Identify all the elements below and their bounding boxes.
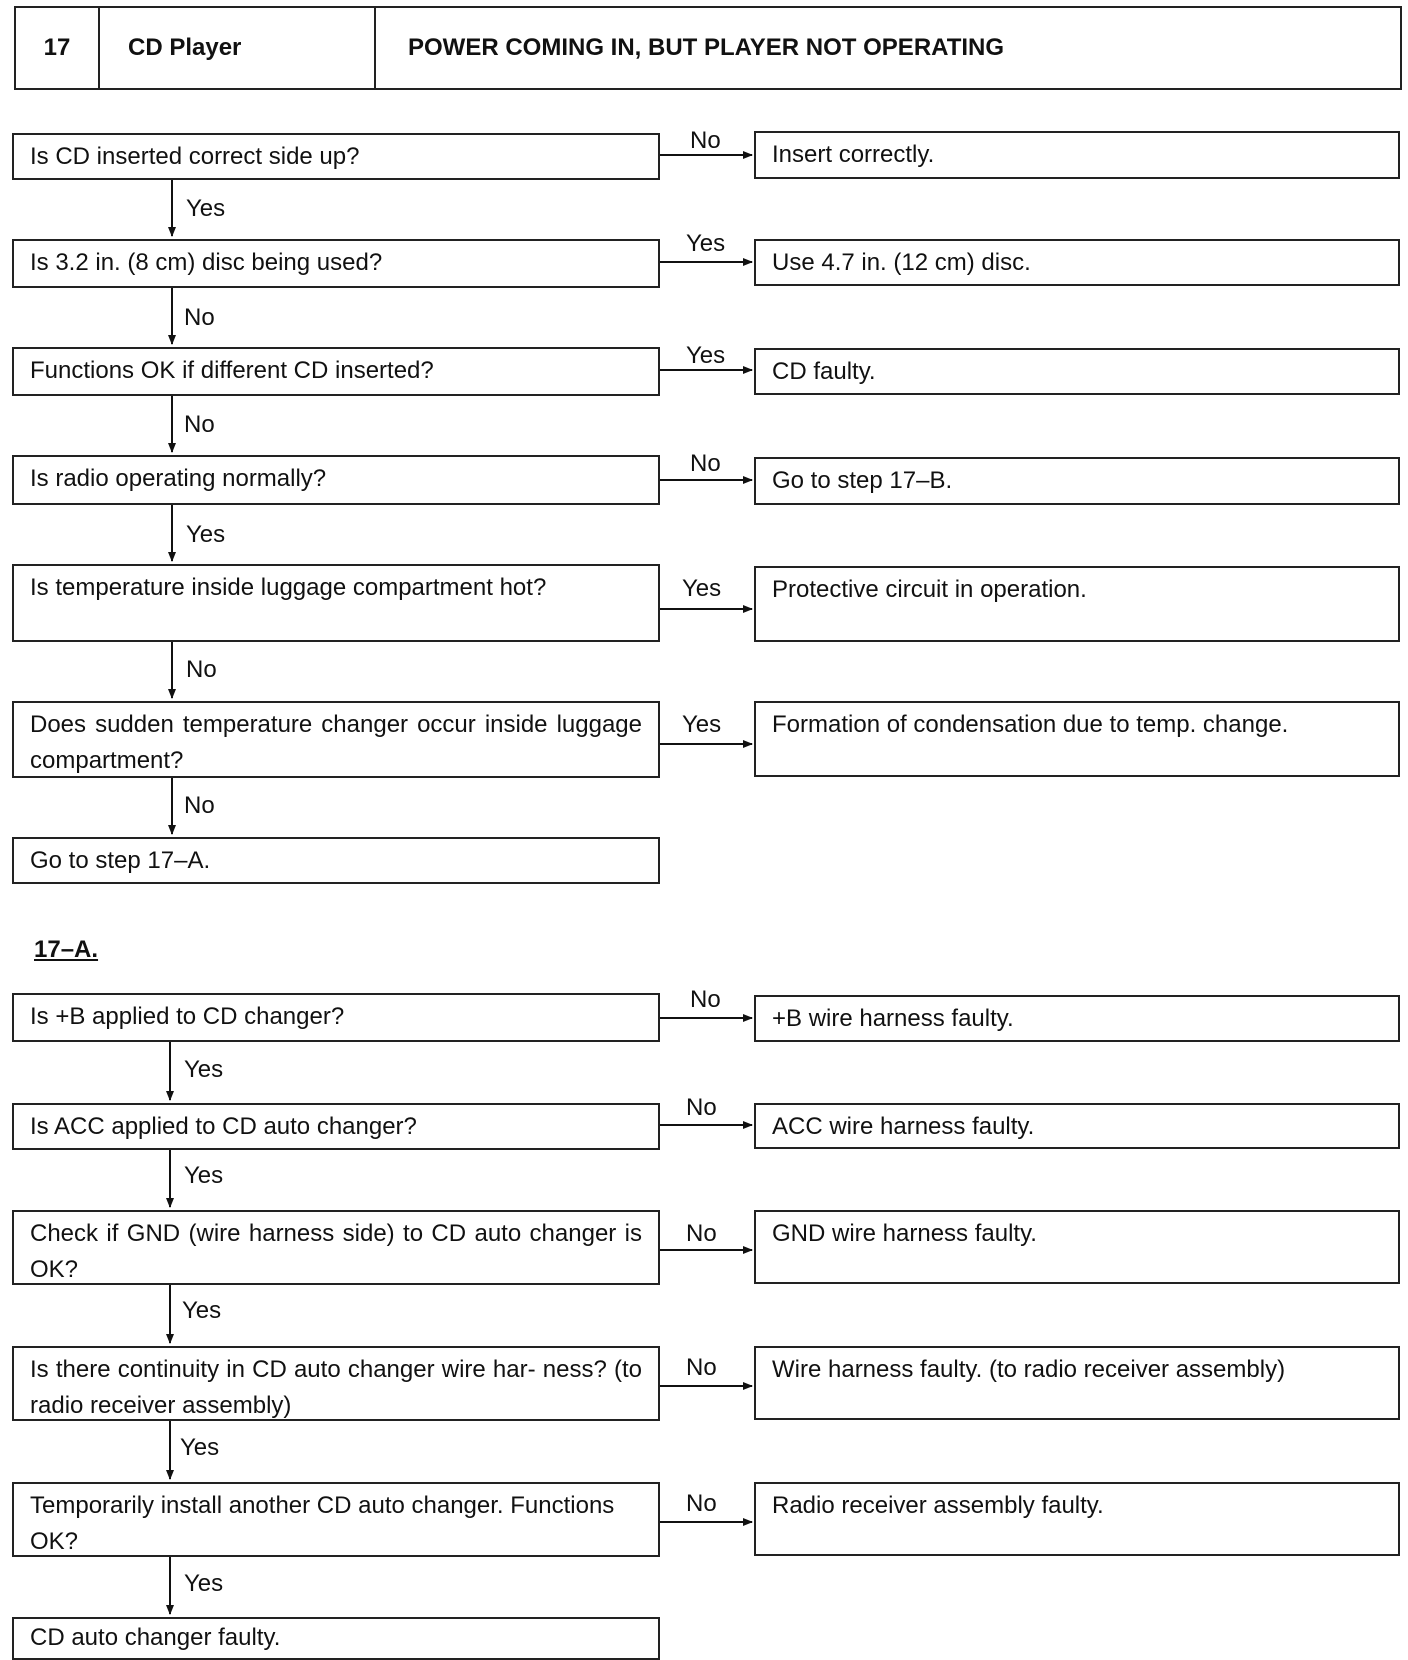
question-box: Temporarily install another CD auto changer. Functions OK? <box>12 1482 660 1557</box>
branch-label: No <box>690 127 721 154</box>
question-box: Is +B applied to CD changer? <box>12 993 660 1042</box>
result-box: GND wire harness faulty. <box>754 1210 1400 1284</box>
branch-label: No <box>186 656 217 683</box>
branch-label: Yes <box>180 1434 220 1461</box>
result-box: +B wire harness faulty. <box>754 995 1400 1042</box>
branch-label: Yes <box>184 1570 224 1597</box>
branch-label: Yes <box>184 1056 224 1083</box>
component-name: CD Player <box>100 8 376 88</box>
terminal-box: CD auto changer faulty. <box>12 1617 660 1660</box>
branch-label: Yes <box>184 1162 224 1189</box>
branch-label: No <box>686 1094 717 1121</box>
branch-label: No <box>184 792 215 819</box>
section-title: 17–A. <box>34 936 99 963</box>
branch-label: No <box>690 986 721 1013</box>
question-box: Check if GND (wire harness side) to CD auto changer is OK? <box>12 1210 660 1285</box>
question-box: Is radio operating normally? <box>12 455 660 505</box>
result-box: Go to step 17–B. <box>754 457 1400 505</box>
question-box: Is ACC applied to CD auto changer? <box>12 1103 660 1150</box>
branch-label: No <box>184 304 215 331</box>
terminal-box: Go to step 17–A. <box>12 837 660 884</box>
branch-label: Yes <box>682 575 722 602</box>
result-box: Protective circuit in operation. <box>754 566 1400 642</box>
branch-label: No <box>686 1220 717 1247</box>
question-box: Is CD inserted correct side up? <box>12 133 660 180</box>
branch-label: Yes <box>186 195 226 222</box>
branch-label: No <box>184 411 215 438</box>
result-box: CD faulty. <box>754 348 1400 395</box>
result-box: Use 4.7 in. (12 cm) disc. <box>754 239 1400 286</box>
branch-label: Yes <box>686 230 726 257</box>
result-box: Wire harness faulty. (to radio receiver assembly) <box>754 1346 1400 1420</box>
branch-label: Yes <box>182 1297 222 1324</box>
result-box: Radio receiver assembly faulty. <box>754 1482 1400 1556</box>
branch-label: No <box>690 450 721 477</box>
symptom-title: POWER COMING IN, BUT PLAYER NOT OPERATING <box>408 34 1005 61</box>
question-box: Is there continuity in CD auto changer wire har- ness? (to radio receiver assembly) <box>12 1346 660 1421</box>
question-box: Functions OK if different CD inserted? <box>12 347 660 396</box>
question-box: Is 3.2 in. (8 cm) disc being used? <box>12 239 660 288</box>
branch-label: No <box>686 1490 717 1517</box>
branch-label: No <box>686 1354 717 1381</box>
branch-label: Yes <box>682 711 722 738</box>
question-box: Is temperature inside luggage compartment hot? <box>12 564 660 642</box>
result-box: ACC wire harness faulty. <box>754 1103 1400 1149</box>
result-box: Formation of condensation due to temp. change. <box>754 701 1400 777</box>
result-box: Insert correctly. <box>754 131 1400 179</box>
branch-label: Yes <box>686 342 726 369</box>
question-box: Does sudden temperature changer occur inside luggage compartment? <box>12 701 660 778</box>
branch-label: Yes <box>186 521 226 548</box>
step-number: 17 <box>16 8 100 88</box>
